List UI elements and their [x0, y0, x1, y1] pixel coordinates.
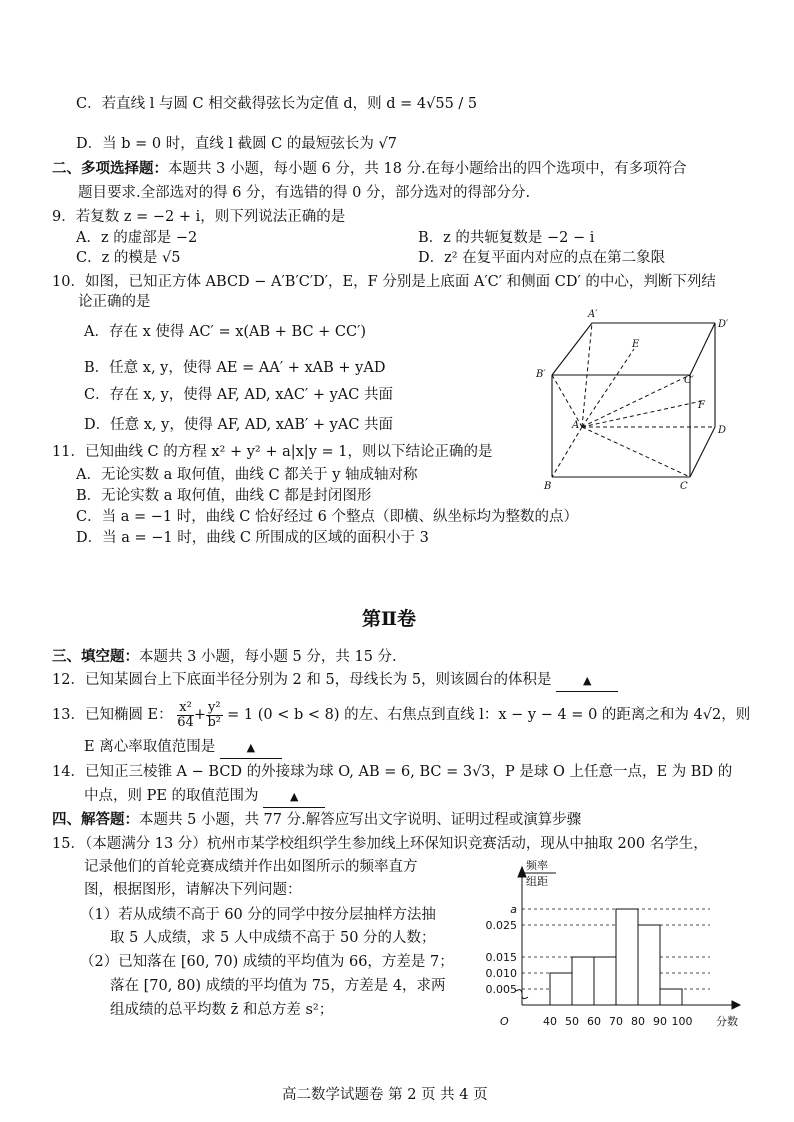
q10-option-d: D．任意 x, y，使得 AF, AD, xAB′ + yAC 共面	[84, 417, 394, 433]
q14-answer-blank[interactable]: ▲	[263, 787, 325, 808]
q13-frac-x	[177, 701, 194, 730]
cube-figure	[530, 305, 740, 495]
cube-edge	[690, 323, 715, 375]
origin-label: O	[500, 1015, 509, 1028]
section4-heading: 四、解答题：	[52, 811, 139, 828]
histogram-bar	[660, 989, 682, 1005]
q9-option-a: A．z 的虚部是 −2	[76, 230, 198, 246]
q9-option-d: D．z² 在复平面内对应的点在第二象限	[418, 250, 666, 266]
q9-stem: 9．若复数 z = −2 + i，则下列说法正确的是	[52, 209, 346, 225]
y-tick-label: 0.005	[485, 983, 517, 996]
q13-frac-y	[206, 701, 223, 730]
q8-option-d: D．当 b = 0 时，直线 l 截圆 C 的最短弦长为 √7	[76, 136, 397, 152]
x-tick-label: 60	[587, 1015, 601, 1028]
y-axis-arrow	[518, 867, 526, 877]
y-tick-label: 0.025	[485, 919, 517, 932]
label-d: D	[718, 425, 727, 436]
q15-part1-line2: 取 5 人成绩，求 5 人中成绩不高于 50 分的人数；	[110, 930, 436, 946]
q12-answer-blank[interactable]: ▲	[556, 671, 618, 692]
section3-text: 本题共 3 小题，每小题 5 分，共 15 分.	[139, 649, 397, 665]
page-footer: 高二数学试题卷 第 2 页 共 4 页	[282, 1087, 488, 1103]
histogram-bar	[550, 973, 572, 1005]
q13-answer-blank[interactable]: ▲	[220, 738, 282, 759]
q10-option-c: C．存在 x, y，使得 AF, AD, xAC′ + yAC 共面	[84, 387, 393, 403]
section2-heading: 二、多项选择题：	[52, 160, 168, 177]
q10-option-b: B．任意 x, y，使得 AE = AA′ + xAB + yAD	[84, 360, 386, 376]
q13-line2-text: E 离心率取值范围是	[84, 739, 216, 755]
y-tick-label: a	[510, 903, 517, 916]
q10-option-a: A．存在 x 使得 AC′ = x(AB + BC + CC′)	[84, 324, 367, 340]
label-a1: A′	[588, 309, 598, 320]
segment-af	[582, 401, 702, 427]
histogram-bar	[616, 909, 638, 1005]
q15-line3: 图，根据图形，请解决下列问题：	[84, 882, 302, 898]
cube-edge	[552, 323, 592, 375]
q13-frac-x-den: 64	[177, 714, 194, 730]
x-tick-label: 90	[653, 1015, 667, 1028]
label-f: F	[698, 400, 705, 411]
q10-stem-line1: 10．如图，已知正方体 ABCD − A′B′C′D′，E，F 分别是上底面 A′C′ 和侧面 CD′ 的中心，判断下列结	[52, 274, 716, 290]
x-axis-arrow	[732, 1001, 740, 1009]
q14-line1: 14．已知正三棱锥 A − BCD 的外接球为球 O, AB = 6, BC = 3√3，P 是球 O 上任意一点，E 为 BD 的	[52, 764, 733, 780]
y-label-bottom: 组距	[526, 875, 548, 888]
y-label-top: 频率	[526, 859, 548, 872]
q13-pre: 13．已知椭圆 E：	[52, 707, 173, 723]
label-a: A	[572, 420, 580, 431]
q15-part2-line3: 组成绩的总平均数 z̄ 和总方差 s²；	[110, 1002, 334, 1018]
q15-line1: 15．（本题满分 13 分）杭州市某学校组织学生参加线上环保知识竞赛活动，现从中抽取 200 名学生，	[52, 836, 708, 852]
q14-line2-text: 中点，则 PE 的取值范围为	[84, 788, 259, 804]
q13-post: = 1 (0 < b < 8) 的左、右焦点到直线 l：x − y − 4 = 0 的距离之和为 4√2，则	[227, 707, 751, 723]
label-d1: D′	[718, 319, 729, 330]
section2-text1: 本题共 3 小题，每小题 6 分，共 18 分.在每小题给出的四个选项中，有多项符合	[168, 161, 687, 177]
cube-edge	[690, 427, 715, 477]
segment-ac1	[582, 375, 690, 427]
segment-ae	[582, 349, 634, 427]
x-tick-label: 80	[631, 1015, 645, 1028]
q11-stem: 11．已知曲线 C 的方程 x² + y² + a|x|y = 1，则以下结论正确的是	[52, 444, 493, 460]
label-b1: B′	[536, 369, 546, 380]
q11-option-b: B．无论实数 a 取何值，曲线 C 都是封闭图形	[76, 488, 372, 504]
x-axis-label: 分数	[716, 1015, 738, 1028]
q15-part1-line1: （1）若从成绩不高于 60 分的同学中按分层抽样方法抽	[80, 907, 436, 923]
section4-text: 本题共 5 小题，共 77 分.解答应写出文字说明、证明过程或演算步骤	[139, 812, 582, 828]
section2-line1	[52, 159, 687, 179]
q13-frac-y-den: b²	[207, 714, 222, 730]
label-c1: C′	[684, 375, 694, 386]
q12-line	[52, 670, 618, 692]
label-c: C	[680, 481, 688, 492]
section3-line	[52, 647, 397, 667]
y-tick-label: 0.015	[485, 951, 517, 964]
q13-frac-y-num: y²	[207, 699, 221, 715]
x-tick-label: 70	[609, 1015, 623, 1028]
q10-stem-line2: 论正确的是	[78, 294, 151, 310]
q15-part2-line2: 落在 [70, 80) 成绩的平均值为 75，方差是 4，求两	[110, 978, 446, 994]
section3-heading: 三、填空题：	[52, 648, 139, 665]
y-tick-label: 0.010	[485, 967, 517, 980]
label-e: E	[632, 339, 640, 350]
q11-option-c: C．当 a = −1 时，曲线 C 恰好经过 6 个整点（即横、纵坐标均为整数的点）	[76, 509, 578, 525]
x-tick-label: 40	[543, 1015, 557, 1028]
q12-text: 12．已知某圆台上下底面半径分别为 2 和 5，母线长为 5，则该圆台的体积是	[52, 672, 552, 688]
q9-option-c: C．z 的模是 √5	[76, 250, 181, 266]
frequency-histogram	[470, 855, 750, 1035]
histogram-bar	[572, 957, 594, 1005]
section4-line	[52, 810, 581, 830]
q9-option-b: B．z 的共轭复数是 −2 − i	[418, 230, 595, 246]
q13-frac-x-num: x²	[179, 699, 192, 715]
section2-line2: 题目要求.全部选对的得 6 分，有选错的得 0 分，部分选对的得部分分.	[78, 185, 531, 201]
q15-part2-line1: （2）已知落在 [60, 70) 成绩的平均值为 66，方差是 7；	[80, 954, 454, 970]
label-b: B	[544, 481, 552, 492]
histogram-bar	[638, 925, 660, 1005]
q15-line2: 记录他们的首轮竞赛成绩并作出如图所示的频率直方	[84, 859, 418, 875]
q13-line1	[52, 700, 750, 730]
q8-option-c: C．若直线 l 与圆 C 相交截得弦长为定值 d，则 d = 4√55 / 5	[76, 96, 478, 112]
q13-plus: +	[193, 707, 206, 723]
q11-option-a: A．无论实数 a 取何值，曲线 C 都关于 y 轴成轴对称	[76, 467, 418, 483]
cube-hidden-edge	[552, 427, 582, 477]
q13-line2	[84, 737, 282, 759]
histogram-bar	[594, 957, 616, 1005]
segment-ac	[582, 427, 690, 477]
x-tick-label: 100	[671, 1015, 693, 1028]
part2-title: 第Ⅱ卷	[362, 608, 417, 630]
x-tick-label: 50	[565, 1015, 579, 1028]
q14-line2	[84, 786, 325, 808]
q11-option-d: D．当 a = −1 时，曲线 C 所围成的区域的面积小于 3	[76, 530, 429, 546]
